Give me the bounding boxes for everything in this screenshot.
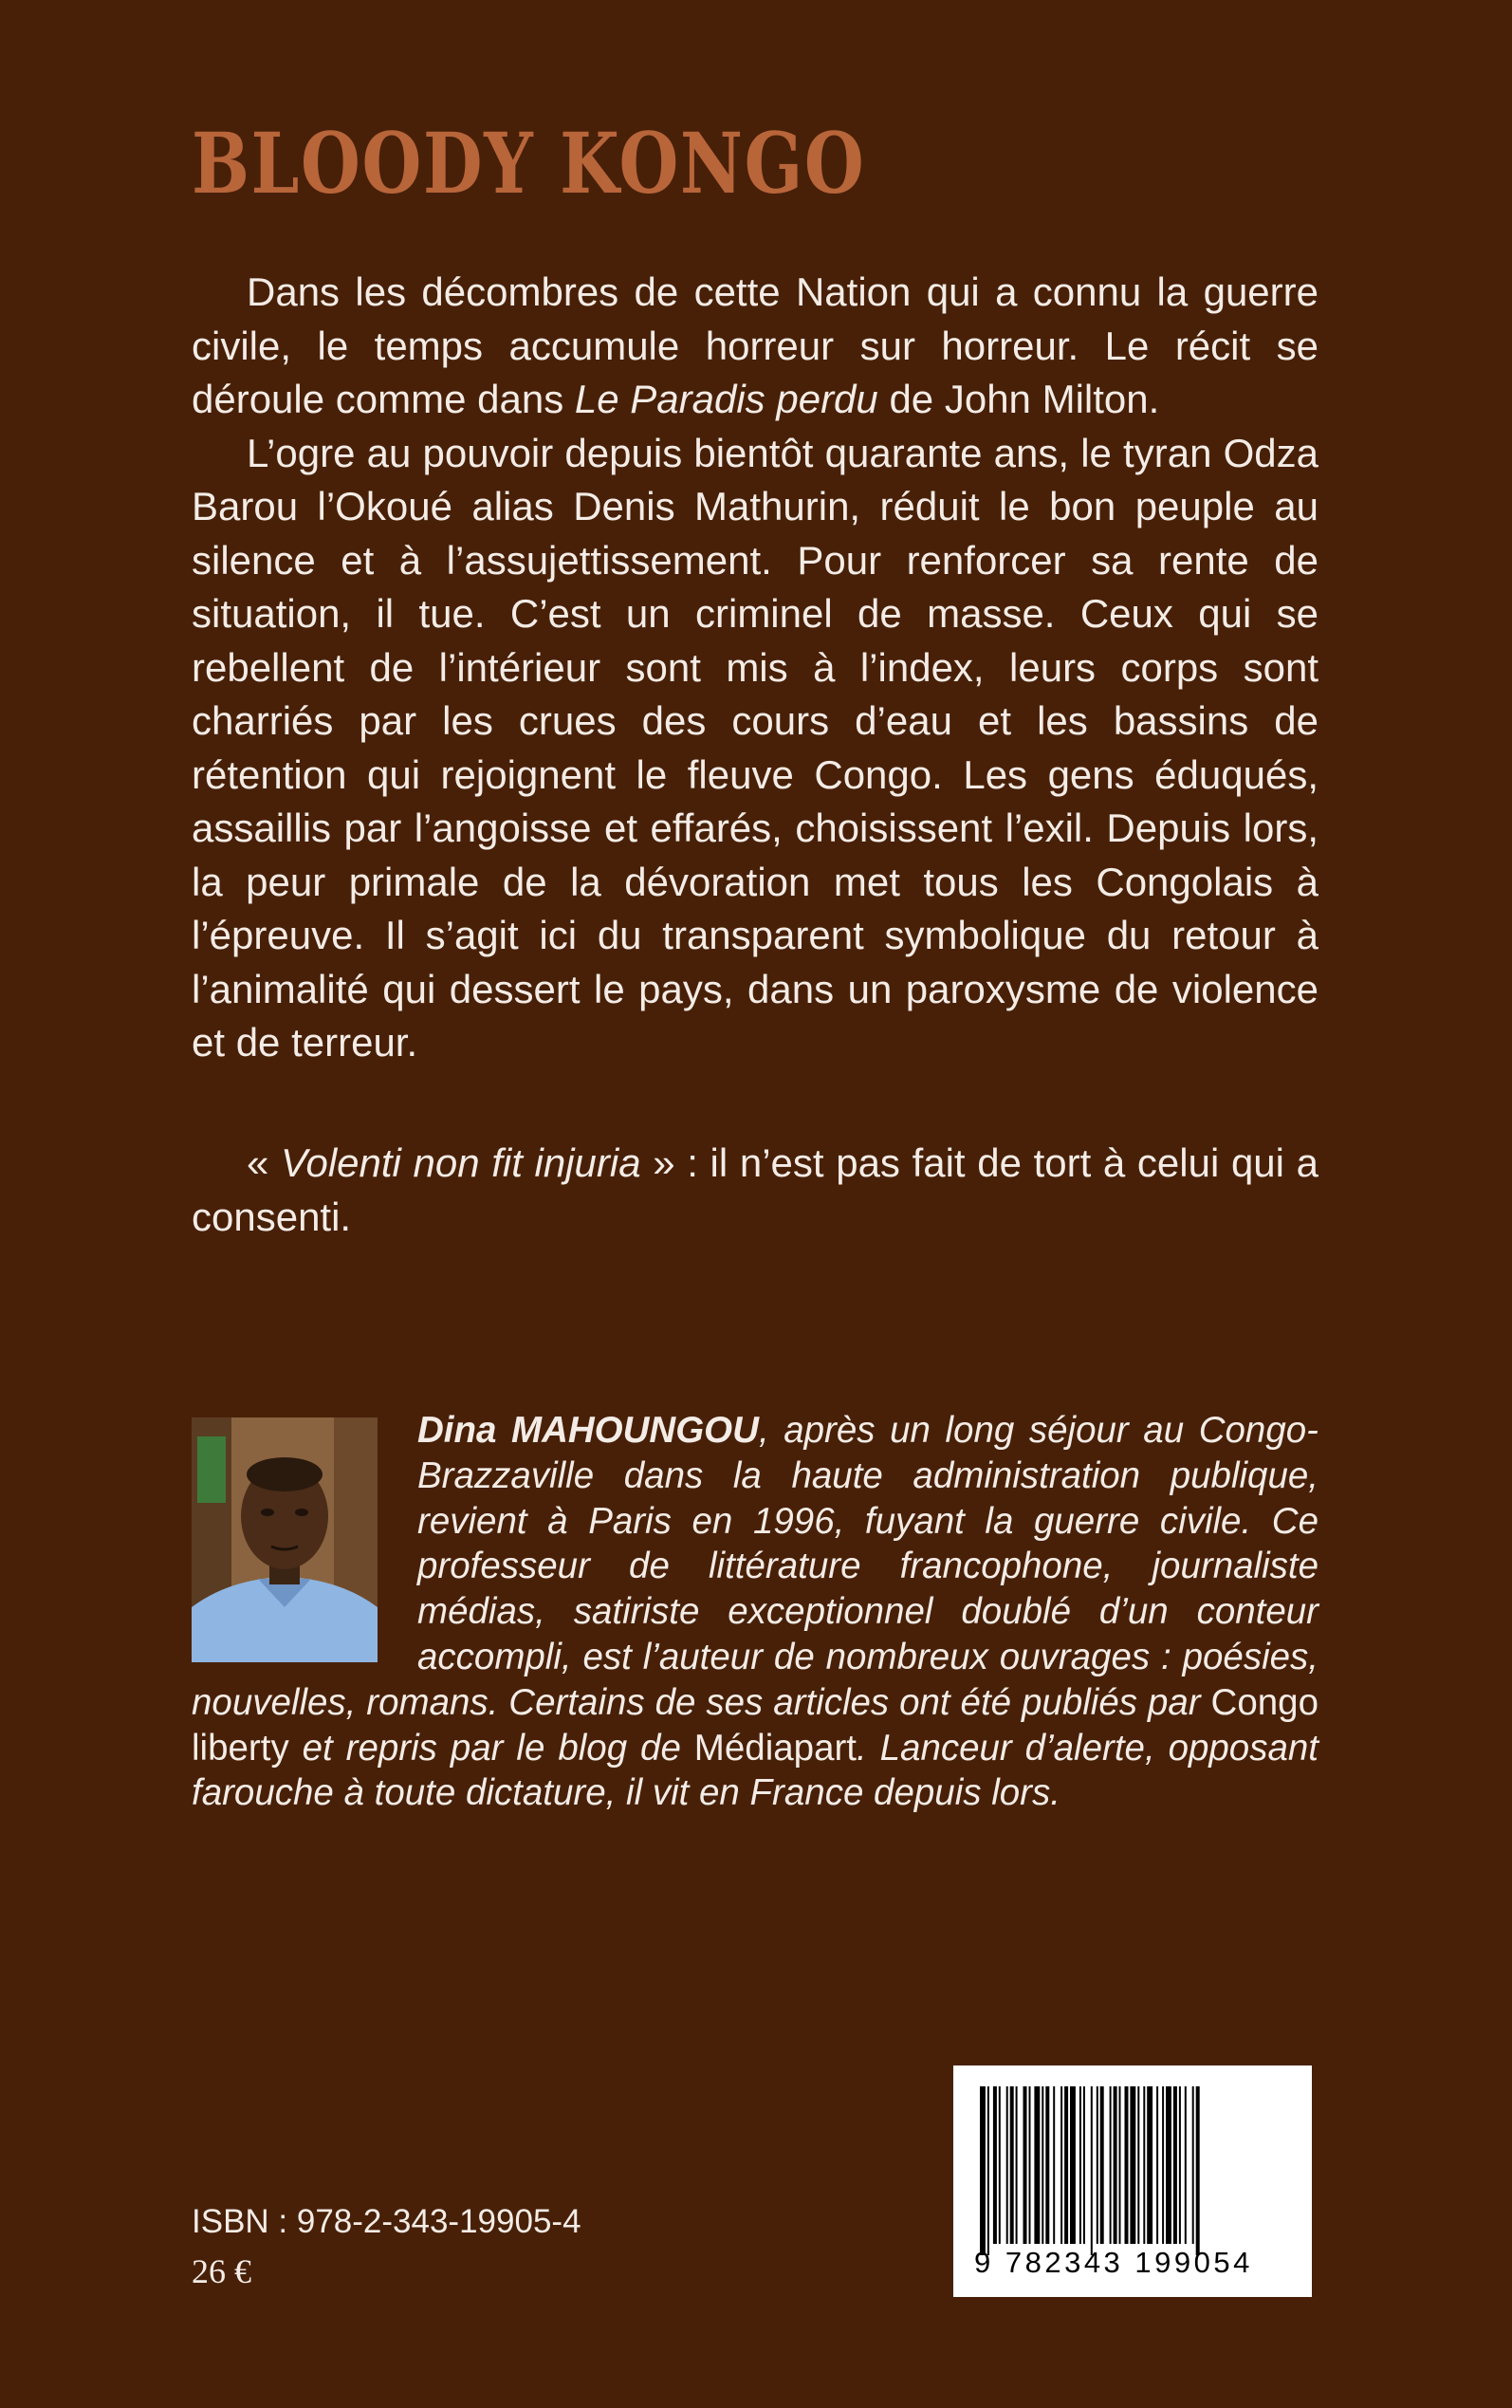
author-bio <box>192 1408 1318 1816</box>
barcode-bar <box>1079 2086 1081 2244</box>
bio-publication-1: Congo liberty <box>192 1681 1318 1769</box>
author-name: Dina MAHOUNGOU <box>417 1410 759 1451</box>
blurb-p1-book-reference: Le Paradis perdu <box>574 377 878 421</box>
quote-translation: » : il n’est pas fait de tort à celui qui a consenti. <box>192 1140 1318 1239</box>
barcode-bar <box>1042 2086 1043 2244</box>
bio-text-a: , après un long séjour au Congo-Brazzaville dans la haute administration publique, revient à Paris en 1996, fuyant la guerre civile. Ce professeur de littérature francophone, journaliste médias, satiriste exceptionnel doublé d’un conteur accompli, est l’auteur de nombreux ouvrages : poésies, nouvelles, romans. Certains de ses articles ont été publiés par <box>192 1410 1318 1723</box>
barcode-bar <box>1137 2086 1139 2244</box>
barcode-bar <box>1147 2086 1152 2244</box>
blurb <box>192 266 1318 1070</box>
barcode-bar <box>1196 2086 1200 2255</box>
barcode <box>953 2065 1312 2297</box>
barcode-bar <box>1016 2086 1018 2244</box>
bio-text-b: et repris par le blog de <box>288 1727 694 1769</box>
barcode-bar <box>1110 2086 1112 2244</box>
photo-spacer <box>192 1408 417 1658</box>
barcode-bar <box>1119 2086 1121 2244</box>
book-title: BLOODY KONGO <box>192 114 866 213</box>
barcode-bar <box>1192 2086 1194 2244</box>
blurb-paragraph-1 <box>192 266 1318 427</box>
blurb-p1-text-b: de John Milton. <box>877 377 1160 421</box>
barcode-bar <box>1053 2086 1055 2244</box>
barcode-bar <box>1083 2086 1085 2244</box>
barcode-bar <box>1114 2086 1117 2244</box>
barcode-bar <box>1070 2086 1076 2244</box>
barcode-bar <box>1045 2086 1049 2244</box>
barcode-bar <box>1029 2086 1031 2244</box>
barcode-bar <box>1130 2086 1135 2244</box>
barcode-bar <box>1060 2086 1062 2244</box>
barcode-bar <box>1097 2086 1098 2244</box>
barcode-bar <box>1162 2086 1164 2244</box>
barcode-bar <box>1006 2086 1008 2244</box>
isbn: ISBN : 978-2-343-19905-4 <box>192 2203 581 2240</box>
barcode-bar <box>1166 2086 1171 2244</box>
latin-quote: Volenti non fit injuria <box>281 1140 641 1185</box>
barcode-bar <box>1023 2086 1027 2244</box>
bio-text-c: . Lanceur d’alerte, opposant farouche à toute dictature, il vit en France depuis lors. <box>192 1727 1318 1814</box>
barcode-bar <box>1064 2086 1068 2244</box>
barcode-bar <box>1125 2086 1129 2244</box>
barcode-bar <box>1173 2086 1177 2244</box>
barcode-bar <box>1034 2086 1040 2244</box>
price: 26 € <box>192 2252 251 2290</box>
barcode-bar <box>1091 2086 1093 2255</box>
barcode-bar <box>1010 2086 1014 2244</box>
barcode-bar <box>999 2086 1001 2244</box>
barcode-bar <box>1185 2086 1187 2244</box>
barcode-bar <box>987 2086 989 2255</box>
barcode-bar <box>1156 2086 1158 2244</box>
quote-open: « <box>247 1140 281 1185</box>
barcode-bar <box>1143 2086 1145 2244</box>
bio-publication-2: Médiapart <box>693 1727 857 1769</box>
barcode-digits: 9 782343 199054 <box>974 2246 1253 2279</box>
latin-quote-paragraph <box>192 1137 1318 1244</box>
barcode-bar <box>1100 2086 1104 2244</box>
barcode-bar <box>1179 2086 1181 2244</box>
blurb-paragraph-2: L’ogre au pouvoir depuis bientôt quarante ans, le tyran Odza Barou l’Okoué alias Denis Mathurin, réduit le bon peuple au silence et à l’assujettissement. Pour renforcer sa rente de situation, il tue. C’est un criminel de masse. Ceux qui se rebellent de l’intérieur sont mis à l’index, leurs corps sont charriés par les crues des cours d’eau et les bassins de rétention qui rejoignent le fleuve Congo. Les gens éduqués, assaillis par l’angoisse et effarés, choisissent l’exil. Depuis lors, la peur primale de la dévoration met tous les Congolais à l’épreuve. Il s’agit ici du transparent symbolique du retour à l’animalité qui dessert le pays, dans un paroxysme de violence et de terreur. <box>192 430 1318 1065</box>
barcode-bar <box>993 2086 997 2244</box>
blurb-p1-text-a: Dans les décombres de cette Nation qui a connu la guerre civile, le temps accumule horreur sur horreur. Le récit se déroule comme dans <box>192 269 1318 421</box>
barcode-bar <box>980 2086 986 2255</box>
